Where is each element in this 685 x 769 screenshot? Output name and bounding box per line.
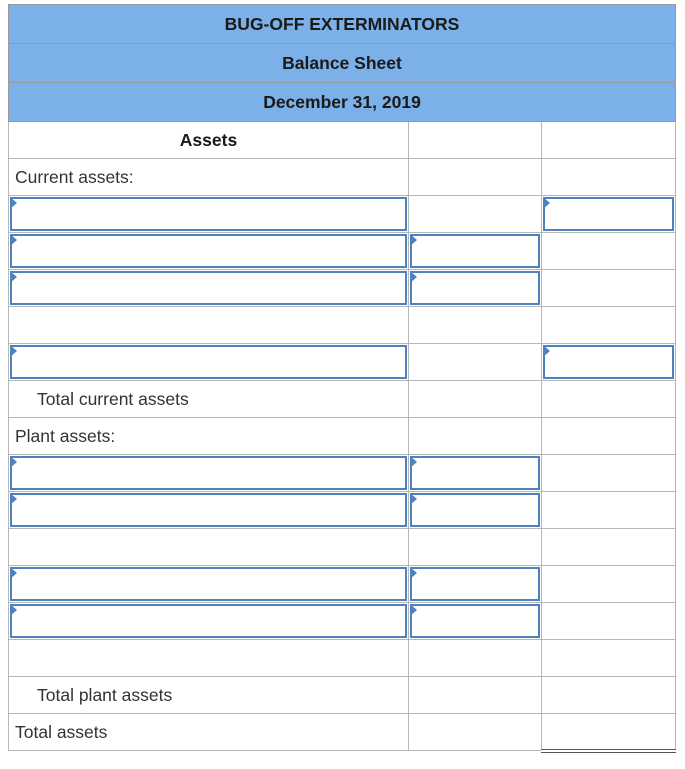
table-row <box>9 159 676 196</box>
empty-cell <box>542 381 676 418</box>
cell <box>9 603 409 640</box>
assets-heading: Assets <box>9 122 409 159</box>
current-asset-4-amount-input[interactable] <box>543 345 674 379</box>
empty-cell <box>409 344 542 381</box>
empty-cell <box>542 492 676 529</box>
plant-asset-1-name-dropdown[interactable] <box>10 456 407 490</box>
empty-cell <box>542 566 676 603</box>
header-row-statement <box>9 44 676 83</box>
empty-cell <box>9 307 409 344</box>
plant-asset-3-amount-input[interactable] <box>410 567 540 601</box>
table-row <box>9 492 676 529</box>
total-assets-label: Total assets <box>9 714 409 751</box>
cell <box>409 566 542 603</box>
current-asset-1-name-dropdown[interactable] <box>10 197 407 231</box>
cell <box>409 603 542 640</box>
cell <box>409 270 542 307</box>
cell <box>409 492 542 529</box>
empty-cell <box>542 640 676 677</box>
cell <box>409 233 542 270</box>
table-row <box>9 455 676 492</box>
statement-title: Balance Sheet <box>9 44 676 83</box>
cell <box>9 344 409 381</box>
cell <box>409 455 542 492</box>
empty-cell <box>409 122 542 159</box>
empty-cell <box>542 307 676 344</box>
plant-asset-2-name-dropdown[interactable] <box>10 493 407 527</box>
empty-cell <box>542 677 676 714</box>
plant-asset-1-amount-input[interactable] <box>410 456 540 490</box>
empty-cell <box>542 529 676 566</box>
empty-cell <box>409 714 542 751</box>
cell <box>9 492 409 529</box>
statement-date: December 31, 2019 <box>9 83 676 122</box>
cell <box>542 196 676 233</box>
empty-cell <box>542 270 676 307</box>
cell <box>9 566 409 603</box>
table-row <box>9 529 676 566</box>
plant-asset-2-amount-input[interactable] <box>410 493 540 527</box>
table-row <box>9 307 676 344</box>
header-row-date <box>9 83 676 122</box>
cell <box>9 196 409 233</box>
plant-asset-4-amount-input[interactable] <box>410 604 540 638</box>
current-asset-2-name-dropdown[interactable] <box>10 234 407 268</box>
company-name: BUG-OFF EXTERMINATORS <box>9 5 676 44</box>
current-asset-3-name-dropdown[interactable] <box>10 271 407 305</box>
cell <box>542 344 676 381</box>
table-row <box>9 603 676 640</box>
empty-cell <box>9 640 409 677</box>
balance-sheet-table <box>8 4 676 753</box>
table-row <box>9 418 676 455</box>
empty-cell <box>409 196 542 233</box>
empty-cell <box>9 529 409 566</box>
cell <box>9 270 409 307</box>
table-row <box>9 381 676 418</box>
total-current-assets-label: Total current assets <box>9 381 409 418</box>
table-row <box>9 566 676 603</box>
empty-cell <box>542 418 676 455</box>
table-row <box>9 714 676 751</box>
empty-cell <box>409 159 542 196</box>
current-asset-1-amount-input[interactable] <box>543 197 674 231</box>
plant-asset-4-name-dropdown[interactable] <box>10 604 407 638</box>
header-row-company <box>9 5 676 44</box>
empty-cell <box>409 640 542 677</box>
table-row <box>9 196 676 233</box>
empty-cell <box>409 418 542 455</box>
table-row <box>9 640 676 677</box>
empty-cell <box>409 529 542 566</box>
current-assets-label: Current assets: <box>9 159 409 196</box>
empty-cell <box>409 677 542 714</box>
empty-cell <box>409 307 542 344</box>
empty-cell <box>542 233 676 270</box>
total-assets-amount-cell <box>542 714 676 751</box>
table-row <box>9 233 676 270</box>
plant-assets-label: Plant assets: <box>9 418 409 455</box>
table-row <box>9 344 676 381</box>
empty-cell <box>542 159 676 196</box>
current-asset-4-name-dropdown[interactable] <box>10 345 407 379</box>
empty-cell <box>542 603 676 640</box>
cell <box>9 233 409 270</box>
table-row <box>9 677 676 714</box>
total-plant-assets-label: Total plant assets <box>9 677 409 714</box>
empty-cell <box>409 381 542 418</box>
empty-cell <box>542 455 676 492</box>
current-asset-3-amount-input[interactable] <box>410 271 540 305</box>
table-row <box>9 122 676 159</box>
cell <box>9 455 409 492</box>
current-asset-2-amount-input[interactable] <box>410 234 540 268</box>
plant-asset-3-name-dropdown[interactable] <box>10 567 407 601</box>
empty-cell <box>542 122 676 159</box>
table-row <box>9 270 676 307</box>
